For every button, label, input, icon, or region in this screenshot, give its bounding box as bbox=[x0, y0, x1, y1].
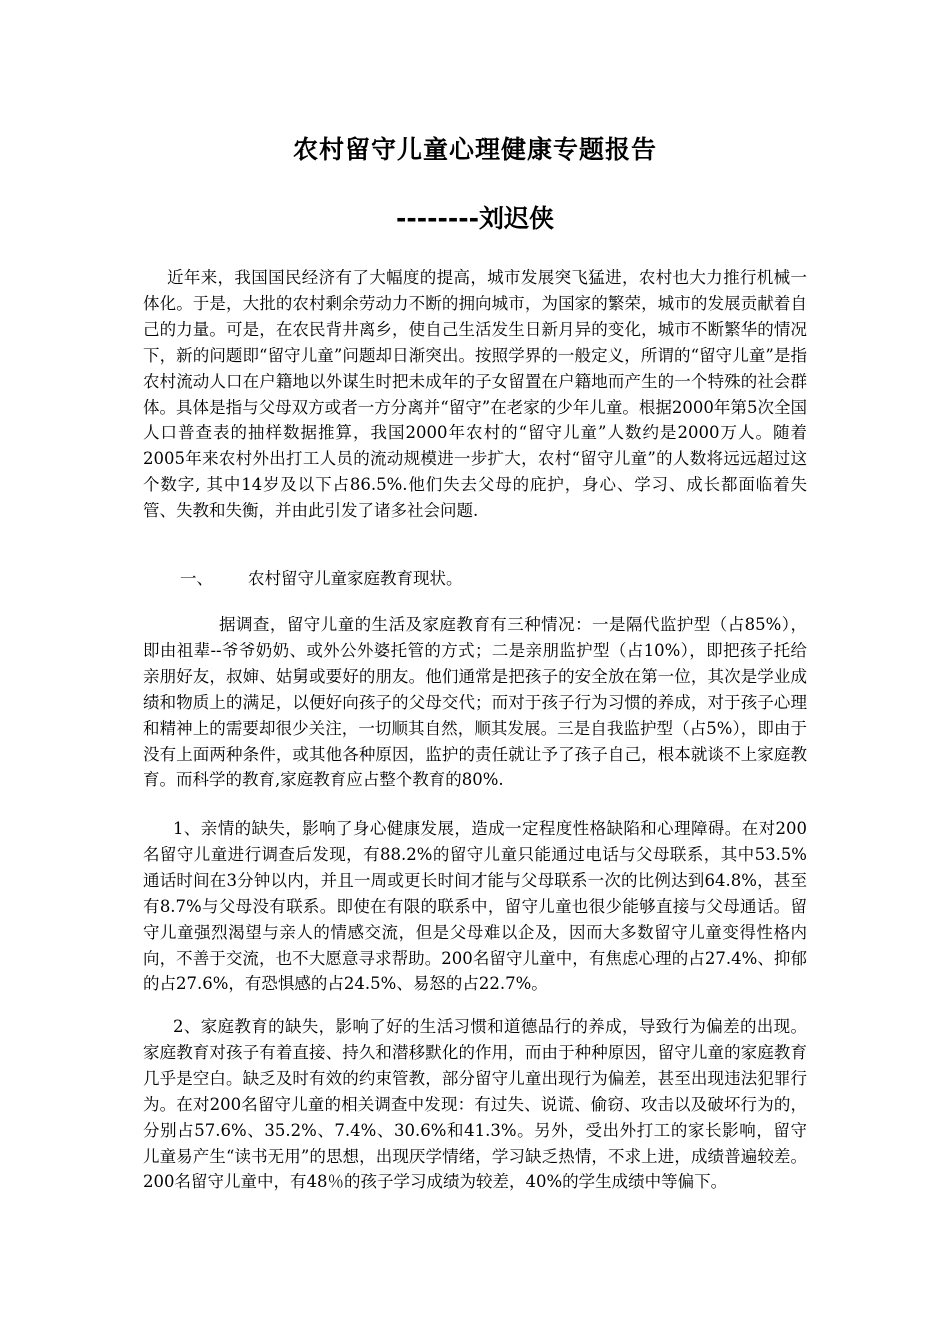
section-number: 一、 bbox=[180, 569, 213, 588]
survey-paragraph: 据调查，留守儿童的生活及家庭教育有三种情况：一是隔代监护型（占85%），即由祖辈--爷爷奶奶、或外公外婆托管的方式；二是亲朋监护型（占10%），即把孩子托给亲朋好友，叔婶、姑舅或要好的朋友。他们通常是把孩子的安全放在第一位，其次是学业成绩和物质上的满足，以便好向孩子的父母交代；而对于孩子行为习惯的养成，对于孩子心理和精神上的需要却很少关注，一切顺其自然，顺其发展。三是自我监护型（占5%），即由于没有上面两种条件，或其他各种原因，监护的责任就让予了孩子自己，根本就谈不上家庭教育。而科学的教育,家庭教育应占整个教育的80%. bbox=[143, 615, 807, 790]
point-1-paragraph: 1、亲情的缺失，影响了身心健康发展，造成一定程度性格缺陷和心理障碍。在对200名留守儿童进行调查后发现，有88.2%的留守儿童只能通过电话与父母联系，其中53.5%通话时间在3分钟以内，并且一周或更长时间才能与父母联系一次的比例达到64.8%，甚至有8.7%与父母没有联系。即使在有限的联系中，留守儿童也很少能够直接与父母通话。留守儿童强烈渴望与亲人的情感交流，但是父母难以企及，因而大多数留守儿童变得性格内向，不善于交流，也不大愿意寻求帮助。200名留守儿童中，有焦虑心理的占27.4%、抑郁的占27.6%，有恐惧感的占24.5%、易怒的占22.7%。 bbox=[143, 819, 807, 994]
point-2-paragraph: 2、家庭教育的缺失，影响了好的生活习惯和道德品行的养成，导致行为偏差的出现。家庭教育对孩子有着直接、持久和潜移默化的作用，而由于种种原因，留守儿童的家庭教育几乎是空白。缺乏及时有效的约束管教，部分留守儿童出现行为偏差，甚至出现违法犯罪行为。在对200名留守儿童的相关调查中发现：有过失、说谎、偷窃、攻击以及破坏行为的，分别占57.6%、35.2%、7.4%、30.6%和41.3%。另外，受出外打工的家长影响，留守儿童易产生“读书无用”的思想，出现厌学情绪，学习缺乏热情，不求上进，成绩普遍较差。200名留守儿童中，有48％的孩子学习成绩为较差，40%的学生成绩中等偏下。 bbox=[143, 1017, 807, 1192]
intro-paragraph: 近年来，我国国民经济有了大幅度的提高，城市发展突飞猛进，农村也大力推行机械一体化。于是，大批的农村剩余劳动力不断的拥向城市，为国家的繁荣，城市的发展贡献着自己的力量。可是，在农民背井离乡，使自己生活发生日新月异的变化，城市不断繁华的情况下，新的问题即“留守儿童”问题却日渐突出。按照学界的一般定义，所谓的“留守儿童”是指农村流动人口在户籍地以外谋生时把未成年的子女留置在户籍地而产生的一个特殊的社会群体。具体是指与父母双方或者一方分离并“留守”在老家的少年儿童。根据2000年第5次全国人口普查表的抽样数据推算，我国2000年农村的“留守儿童”人数约是2000万人。随着2005年来农村外出打工人员的流动规模进一步扩大，农村“留守儿童”的人数将远远超过这个数字, 其中14岁及以下占86.5%.他们失去父母的庇护，身心、学习、成长都面临着失管、失教和失衡，并由此引发了诸多社会问题. bbox=[143, 268, 807, 521]
author-line: --------刘迟侠 bbox=[395, 204, 554, 233]
section-heading bbox=[180, 566, 463, 592]
section-title: 农村留守儿童家庭教育现状。 bbox=[248, 569, 463, 588]
document-title: 农村留守儿童心理健康专题报告 bbox=[292, 135, 657, 164]
